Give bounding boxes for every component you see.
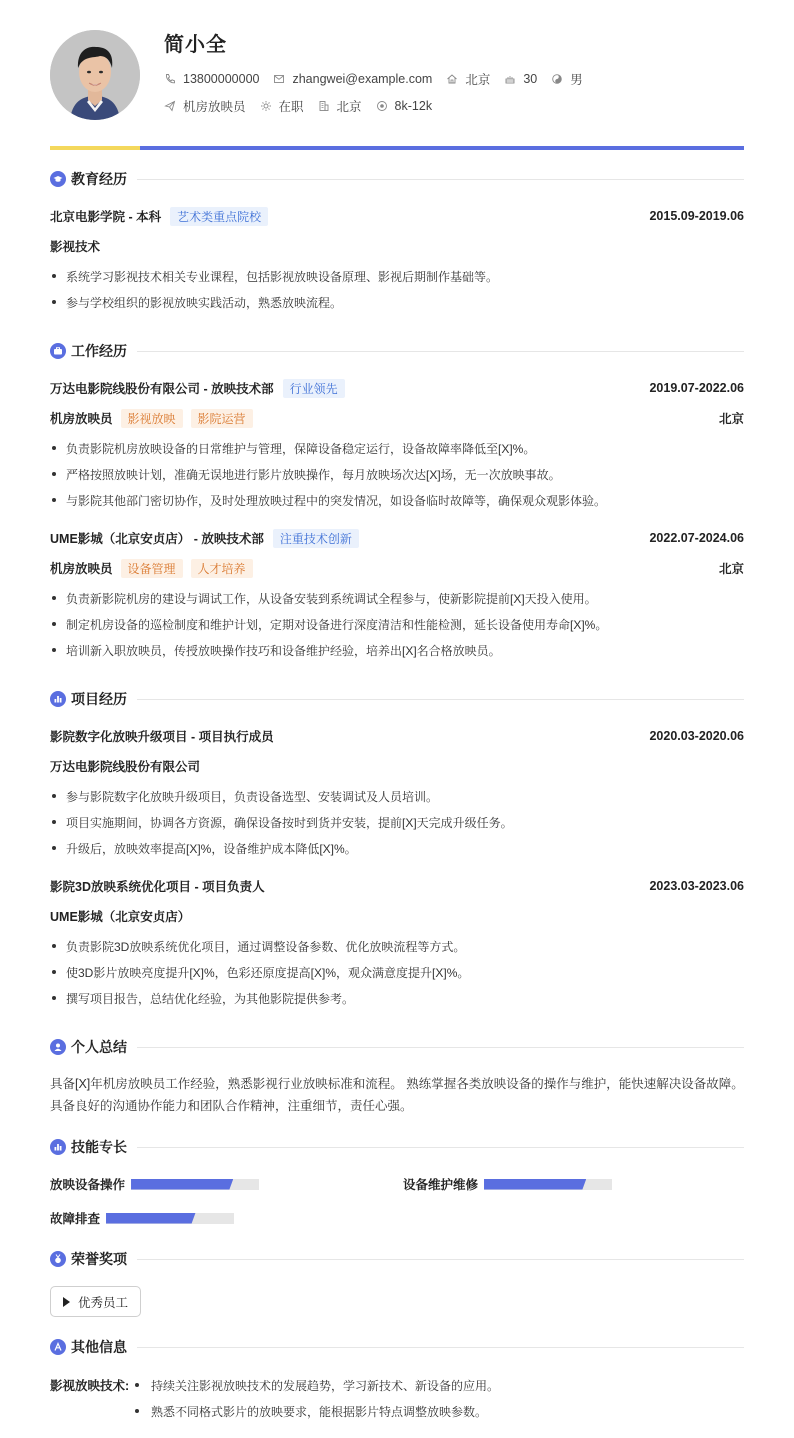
other-section-header (50, 1337, 744, 1357)
awards-title: 荣誉奖项 (71, 1251, 127, 1267)
project-section-header (50, 689, 744, 709)
list-item: 升级后，放映效率提高[X]%，设备维护成本降低[X]%。 (50, 838, 744, 858)
company-tag: 注重技术创新 (273, 529, 359, 548)
gender-info (551, 70, 583, 88)
phone-text: 13800000000 (183, 72, 260, 86)
list-item: 制定机房设备的巡检制度和维护计划，定期对设备进行深度清洁和性能检测，延长设备使用寿命[X]%。 (50, 614, 744, 634)
project-org: 万达电影院线股份有限公司 (50, 760, 201, 774)
work-title: 工作经历 (71, 343, 127, 359)
phone-info (164, 72, 259, 86)
phone-icon (164, 73, 176, 85)
job-intent-row (164, 97, 446, 115)
email-info (273, 72, 432, 86)
major-name: 影视技术 (50, 240, 101, 254)
work-role-row (50, 558, 744, 578)
project-name: 影院3D放映系统优化项目 - 项目负责人 (50, 880, 265, 894)
skill-bar (484, 1179, 612, 1190)
summary-section-header (50, 1037, 744, 1057)
list-item: 与影院其他部门密切协作，及时处理放映过程中的突发情况，如设备临时故障等，确保观众观影体验。 (50, 490, 744, 510)
company-name: UME影城（北京安贞店） - 放映技术部 (50, 532, 264, 546)
resume-page (50, 0, 744, 1419)
education-title: 教育经历 (71, 171, 127, 187)
role-name: 机房放映员 (50, 412, 113, 426)
education-section-header (50, 169, 744, 189)
skill-bar (106, 1213, 234, 1224)
project-org-row (50, 906, 744, 926)
age-text: 30 (523, 72, 538, 86)
font-icon (50, 1339, 66, 1355)
list-item: 参与影院数字化放映升级项目，负责设备选型、安装调试及人员培训。 (50, 786, 744, 806)
list-item: 撰写项目报告，总结优化经验，为其他影院提供参考。 (50, 988, 744, 1008)
list-item: 负责新影院机房的建设与调试工作，从设备安装到系统调试全程参与，使新影院提前[X]天投入使用。 (50, 588, 744, 608)
header-divider (50, 146, 744, 150)
company-name: 万达电影院线股份有限公司 - 放映技术部 (50, 382, 274, 396)
list-item: 参与学校组织的影视放映实践活动，熟悉放映流程。 (50, 292, 744, 312)
skill-bar (131, 1179, 259, 1190)
graduation-cap-icon (50, 171, 66, 187)
other-title: 其他信息 (71, 1339, 127, 1355)
work-section-header (50, 341, 744, 361)
location-info (446, 70, 490, 88)
award-name: 优秀员工 (78, 1295, 129, 1310)
email-text: zhangwei@example.com (292, 72, 433, 86)
company-tag: 行业领先 (283, 379, 345, 398)
project-date: 2023.03-2023.06 (649, 879, 744, 893)
gender-text: 男 (570, 73, 583, 87)
coin-icon (376, 100, 388, 112)
work-date: 2022.07-2024.06 (649, 531, 744, 545)
age-info (504, 72, 537, 86)
chart-icon (50, 1139, 66, 1155)
status-text: 在职 (278, 100, 304, 114)
education-date: 2015.09-2019.06 (649, 209, 744, 223)
education-major-row (50, 236, 744, 256)
target-city-info (318, 97, 362, 115)
chart-icon (50, 691, 66, 707)
project-date: 2020.03-2020.06 (649, 729, 744, 743)
awards-section-header (50, 1249, 744, 1269)
summary-text: 具备[X]年机房放映员工作经验，熟悉影视行业放映标准和流程。 熟练掌握各类放映设备的操作与维护，能快速解决设备故障。 具备良好的沟通协作能力和团队合作精神，注重细节，责任心强。 (50, 1077, 744, 1113)
list-item: 使3D影片放映亮度提升[X]%，色彩还原度提高[X]%，观众满意度提升[X]%。 (50, 962, 744, 982)
list-item: 负责影院3D放映系统优化项目，通过调整设备参数、优化放映流程等方式。 (50, 936, 744, 956)
project-entry-header (50, 876, 744, 896)
building-icon (318, 100, 330, 112)
send-icon (164, 100, 176, 112)
skill-name: 故障排查 (50, 1212, 101, 1226)
list-item: 负责影院机房放映设备的日常维护与管理，保障设备稳定运行，设备故障率降低至[X]%。 (50, 438, 744, 458)
work-date: 2019.07-2022.06 (649, 381, 744, 395)
skill-tag: 影视放映 (121, 409, 183, 428)
position-text: 机房放映员 (183, 100, 246, 114)
project-org-row (50, 756, 744, 776)
salary-text: 8k-12k (394, 99, 433, 113)
target-city-text: 北京 (336, 100, 362, 114)
project-entry-header (50, 726, 744, 746)
location-text: 北京 (465, 73, 491, 87)
home-icon (446, 73, 458, 85)
skills-section-header (50, 1137, 744, 1157)
skill-item (403, 1174, 612, 1194)
role-name: 机房放映员 (50, 562, 113, 576)
skill-tag: 设备管理 (121, 559, 183, 578)
work-city: 北京 (718, 412, 744, 426)
summary-title: 个人总结 (71, 1039, 127, 1055)
position-info (164, 97, 246, 115)
candidate-name: 简小全 (164, 34, 227, 56)
project-title: 项目经历 (71, 691, 127, 707)
project-name: 影院数字化放映升级项目 - 项目执行成员 (50, 730, 274, 744)
list-item: 持续关注影视放映技术的发展趋势，学习新技术、新设备的应用。 (130, 1375, 499, 1395)
status-info (260, 97, 304, 115)
list-item: 项目实施期间，协调各方资源，确保设备按时到货并安装，提前[X]天完成升级任务。 (50, 812, 744, 832)
project-org: UME影城（北京安贞店） (50, 910, 191, 924)
avatar (50, 30, 140, 120)
work-role-row (50, 408, 744, 428)
award-chip (50, 1286, 141, 1317)
skills-title: 技能专长 (71, 1139, 127, 1155)
briefcase-icon (50, 343, 66, 359)
skill-item (50, 1208, 234, 1228)
play-icon (63, 1297, 70, 1307)
skill-tag: 影院运营 (191, 409, 253, 428)
contact-row (164, 70, 597, 88)
list-item: 培训新入职放映员，传授放映操作技巧和设备维护经验，培养出[X]名合格放映员。 (50, 640, 744, 660)
education-entry-header (50, 206, 744, 226)
medal-icon (50, 1251, 66, 1267)
user-icon (50, 1039, 66, 1055)
school-tag: 艺术类重点院校 (170, 207, 268, 226)
list-item: 严格按照放映计划，准确无误地进行影片放映操作，每月放映场次达[X]场，无一次放映事故。 (50, 464, 744, 484)
skill-name: 设备维护维修 (403, 1178, 479, 1192)
skill-tag: 人才培养 (191, 559, 253, 578)
gear-icon (260, 100, 272, 112)
work-entry-header (50, 378, 744, 398)
mail-icon (273, 73, 285, 85)
list-item: 系统学习影视技术相关专业课程，包括影视放映设备原理、影视后期制作基础等。 (50, 266, 744, 286)
work-city: 北京 (718, 562, 744, 576)
gender-icon (551, 73, 563, 85)
list-item: 熟悉不同格式影片的放映要求，能根据影片特点调整放映参数。 (130, 1401, 487, 1421)
skill-item (50, 1174, 259, 1194)
school-name: 北京电影学院 - 本科 (50, 210, 162, 224)
cake-icon (504, 73, 516, 85)
skill-name: 放映设备操作 (50, 1178, 126, 1192)
other-label: 影视放映技术: (50, 1379, 130, 1393)
salary-info (376, 99, 433, 113)
resume-header (50, 0, 744, 146)
work-entry-header (50, 528, 744, 548)
